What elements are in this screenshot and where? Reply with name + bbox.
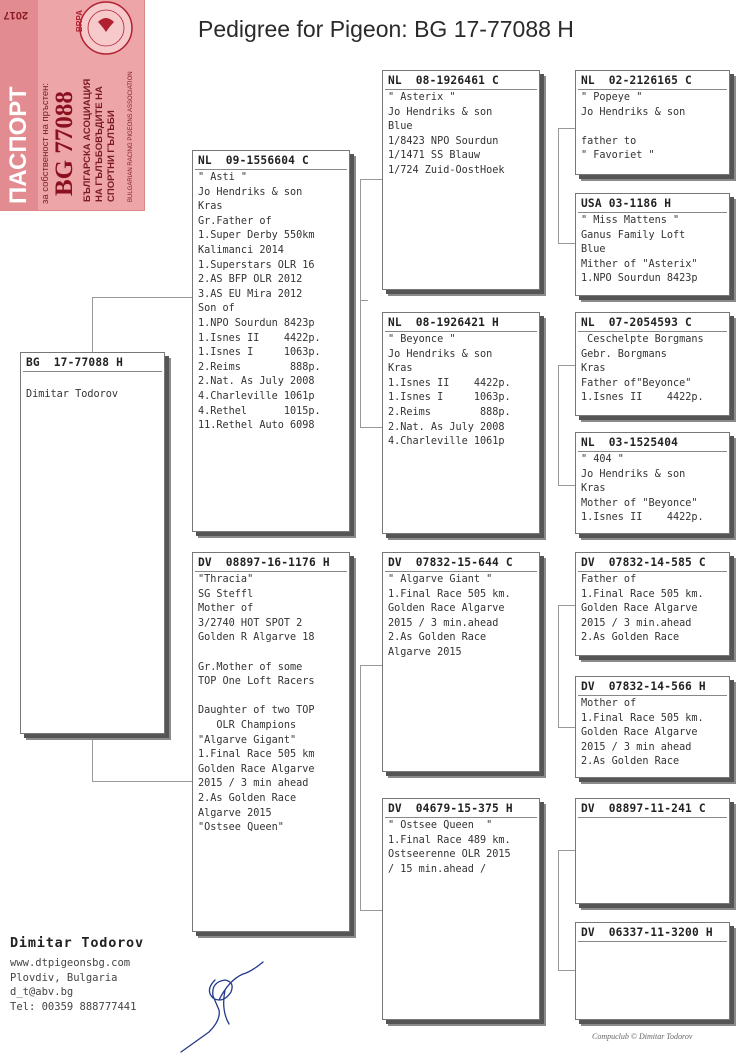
pedigree-detail-line: Blue <box>581 244 606 256</box>
connector-line <box>558 365 575 366</box>
handwritten-signature <box>175 960 265 1055</box>
pedigree-detail-line: Jo Hendriks & son <box>581 106 686 118</box>
pedigree-detail-line: 1.NPO Sourdun 8423p <box>581 273 698 285</box>
pedigree-detail-line: Golden R Algarve 18 <box>198 632 315 644</box>
pedigree-detail-line: " Beyonce " <box>388 334 456 345</box>
pedigree-detail-line: Algarve 2015 <box>198 807 272 819</box>
card-divider <box>578 331 727 332</box>
pedigree-detail-line: 1.Isnes I 1063p. <box>388 392 511 404</box>
pedigree-detail-line: 2.As Golden Race <box>581 756 680 768</box>
pedigree-detail-line: 2015 / 3 min ahead <box>198 778 309 790</box>
pedigree-detail-line: 2.Nat. As July 2008 <box>198 376 315 388</box>
pedigree-detail-line: Mother of <box>198 603 254 615</box>
pedigree-detail-line: Golden Race Algarve <box>198 763 315 775</box>
stamp-association-line-1: БЪЛГАРСКА АСОЦИАЦИЯ <box>82 78 93 202</box>
pedigree-detail-line: 3/2740 HOT SPOT 2 <box>198 617 303 629</box>
pedigree-detail-line: Gr.Mother of some <box>198 661 303 673</box>
pedigree-detail-line: " Ostsee Queen " <box>388 820 493 831</box>
card-divider <box>578 451 727 452</box>
pedigree-ssd-card <box>575 193 730 296</box>
pedigree-detail-line: 2.As Golden Race <box>388 632 487 644</box>
card-divider <box>578 695 727 696</box>
card-divider <box>385 331 537 332</box>
pedigree-detail-line: Mither of "Asterix" <box>581 258 698 270</box>
ring-number: NL 07-2054593 C <box>581 316 692 329</box>
pedigree-detail-line: 1.NPO Sourdun 8423p <box>198 317 315 329</box>
ring-number: NL 03-1525404 <box>581 436 679 449</box>
pedigree-dam-sire-card <box>382 552 540 772</box>
pedigree-dss-card <box>575 552 730 656</box>
pedigree-detail-line: 1.Isnes II 4422p. <box>198 332 321 344</box>
ring-number: DV 08897-11-241 C <box>581 802 706 815</box>
pedigree-detail-line: Kras <box>388 363 413 375</box>
pedigree-detail-line: 4.Charleville 1061p <box>198 390 315 402</box>
pedigree-detail-line: " Miss Mattens " <box>581 215 680 226</box>
connector-line <box>360 179 383 180</box>
pedigree-detail-line: TOP One Loft Racers <box>198 676 315 688</box>
pedigree-detail-line: 1.Final Race 505 km. <box>388 588 511 600</box>
ring-number: DV 04679-15-375 H <box>388 802 513 815</box>
connector-line <box>92 297 93 352</box>
passport-stamp <box>0 0 145 211</box>
connector-line <box>360 427 383 428</box>
breeder-name: Dimitar Todorov <box>10 935 144 951</box>
pedigree-detail-line: Father of <box>581 574 637 585</box>
pedigree-detail-line: 1.Final Race 505 km. <box>581 588 704 600</box>
pedigree-detail-line: 11.Rethel Auto 6098 <box>198 420 315 432</box>
pedigree-detail-line: Kras <box>198 201 223 213</box>
pedigree-ddd-card <box>575 922 730 1020</box>
pedigree-dam-dam-card <box>382 798 540 1020</box>
pedigree-detail-line: Dimitar Todorov <box>26 388 119 400</box>
pedigree-detail-line: 1.Final Race 505 km <box>198 749 315 761</box>
card-divider <box>578 571 727 572</box>
pedigree-sds-card <box>575 312 730 416</box>
pedigree-detail-line: Ganus Family Loft <box>581 229 686 241</box>
pedigree-detail-line: 1/1471 SS Blauw <box>388 150 481 162</box>
pedigree-detail-line <box>26 373 164 388</box>
connector-line <box>558 605 575 606</box>
stamp-year: 2017 <box>3 9 28 21</box>
pedigree-sire-dam-card <box>382 312 540 534</box>
connector-line <box>360 665 361 910</box>
pedigree-detail-line: 1.Isnes II 4422p. <box>581 392 704 404</box>
ring-number: NL 02-2126165 C <box>581 74 692 87</box>
pedigree-detail-line: Golden Race Algarve <box>388 603 505 615</box>
pedigree-detail-line <box>198 690 349 705</box>
ring-number: DV 07832-14-585 C <box>581 556 706 569</box>
pedigree-detail-line: Father of"Beyonce" <box>581 377 692 389</box>
pedigree-detail-line: 1.Super Derby 550km <box>198 230 315 242</box>
stamp-association-english: BULGARIAN RACING PIGEONS ASSOCIATION <box>128 71 134 202</box>
connector-line <box>558 485 575 486</box>
card-divider <box>578 212 727 213</box>
connector-line <box>92 735 93 781</box>
connector-line <box>558 365 559 485</box>
ring-number: BG 17-77088 H <box>26 356 124 369</box>
pedigree-detail-line: " Favoriet " <box>581 150 655 162</box>
pedigree-detail-line: 2.As Golden Race <box>581 632 680 644</box>
connector-line <box>360 300 368 301</box>
pedigree-detail-line: Algarve 2015 <box>388 646 462 658</box>
pedigree-sire-card <box>192 150 350 532</box>
connector-line <box>558 850 575 851</box>
pedigree-detail-line: Golden Race Algarve <box>581 603 698 615</box>
ring-number: USA 03-1186 H <box>581 197 672 210</box>
pedigree-detail-line: Kras <box>581 483 606 495</box>
connector-line <box>558 128 559 243</box>
connector-line <box>558 243 575 244</box>
pedigree-detail-line: " Popeye " <box>581 92 643 103</box>
stamp-association-line-2: НА ГЪЛЪБОВЪДИТЕ НА <box>94 86 105 202</box>
pedigree-detail-line: 1/724 Zuid-OostHoek <box>388 164 505 176</box>
pedigree-detail-line: 1.Isnes I 1063p. <box>198 347 321 359</box>
card-divider <box>578 941 727 942</box>
pedigree-detail-line: Daughter of two TOP <box>198 705 315 717</box>
stamp-logo-text: BRPA <box>75 9 84 32</box>
pedigree-detail-line: 1.Superstars OLR 16 <box>198 259 315 271</box>
pedigree-detail-line: Kalimanci 2014 <box>198 244 284 256</box>
breeder-location: Plovdiv, Bulgaria <box>10 971 118 984</box>
stamp-association-line-3: СПОРТНИ ГЪЛЪБИ <box>106 110 117 202</box>
pedigree-dsd-card <box>575 676 730 778</box>
card-divider <box>195 571 347 572</box>
pedigree-detail-line: "Thracia" <box>198 574 254 585</box>
pedigree-detail-line: / 15 min.ahead / <box>388 863 487 875</box>
connector-line <box>360 910 383 911</box>
passport-stamp-graphic <box>0 0 144 210</box>
ring-number: NL 09-1556604 C <box>198 154 309 167</box>
pedigree-detail-line: Jo Hendriks & son <box>388 106 493 118</box>
pedigree-sdd-card <box>575 432 730 534</box>
pedigree-detail-line <box>198 646 349 661</box>
ring-number: DV 06337-11-3200 H <box>581 926 713 939</box>
pedigree-detail-line: 2015 / 3 min ahead <box>581 741 692 753</box>
pedigree-detail-line: 2.AS BFP OLR 2012 <box>198 274 303 286</box>
pedigree-detail-line: Mother of <box>581 698 637 709</box>
breeder-website: www.dtpigeonsbg.com <box>10 957 131 969</box>
pedigree-detail-line: 2.Nat. As July 2008 <box>388 421 505 433</box>
pedigree-detail-line: "Algarve Gigant" <box>198 734 297 746</box>
pedigree-detail-line: OLR Champions <box>198 719 297 731</box>
ring-number: NL 08-1926421 H <box>388 316 499 329</box>
pedigree-detail-line: 3.AS EU Mira 2012 <box>198 288 303 300</box>
connector-line <box>558 850 559 970</box>
pedigree-detail-line: 1.Isnes II 4422p. <box>388 377 511 389</box>
breeder-email: d_t@abv.bg <box>10 986 74 998</box>
pedigree-detail-line: Jo Hendriks & son <box>581 468 686 480</box>
pedigree-detail-line: Kras <box>581 363 606 375</box>
pedigree-detail-line: " Asti " <box>198 172 248 183</box>
pedigree-detail-line: father to <box>581 135 637 147</box>
connector-line <box>360 665 383 666</box>
card-divider <box>385 571 537 572</box>
pedigree-detail-line: Mother of "Beyonce" <box>581 497 698 509</box>
ring-number: DV 07832-15-644 C <box>388 556 513 569</box>
breeder-phone: Tel: 00359 888777441 <box>10 1000 137 1013</box>
pedigree-dds-card <box>575 798 730 904</box>
pedigree-detail-line: "Ostsee Queen" <box>198 822 284 834</box>
pedigree-detail-line: " Asterix " <box>388 92 456 103</box>
connector-line <box>558 128 575 129</box>
pedigree-detail-line: Gebr. Borgmans <box>581 348 667 360</box>
ring-number: DV 08897-16-1176 H <box>198 556 330 569</box>
pedigree-detail-line: 1.Final Race 505 km. <box>581 712 704 724</box>
ring-number: NL 08-1926461 C <box>388 74 499 87</box>
pedigree-subject-card <box>20 352 165 734</box>
card-divider <box>195 169 347 170</box>
connector-line <box>360 179 361 427</box>
pedigree-detail-line: 4.Charleville 1061p <box>388 436 505 448</box>
stamp-ring-number: BG 77088 <box>51 91 78 196</box>
pedigree-detail-line: Ceschelpte Borgmans <box>581 334 704 345</box>
card-divider <box>578 89 727 90</box>
stamp-passport-text: ПАСПОРТ <box>5 86 32 204</box>
pedigree-detail-line: Blue <box>388 121 413 133</box>
pedigree-detail-line: Son of <box>198 303 235 315</box>
pedigree-detail-line: 1.Isnes II 4422p. <box>581 512 704 524</box>
pedigree-detail-line: 2.Reims 888p. <box>198 361 321 373</box>
pedigree-detail-line: 2.As Golden Race <box>198 792 297 804</box>
pedigree-detail-line: Jo Hendriks & son <box>388 348 493 360</box>
card-divider <box>23 371 162 372</box>
pedigree-detail-line: 2.Reims 888p. <box>388 406 511 418</box>
pedigree-detail-line: 1.Final Race 489 km. <box>388 834 511 846</box>
card-divider <box>578 817 727 818</box>
pedigree-detail-line: Gr.Father of <box>198 215 272 227</box>
connector-line <box>558 605 559 727</box>
page-title: Pedigree for Pigeon: BG 17-77088 H <box>198 16 574 42</box>
connector-line <box>558 970 575 971</box>
copyright-note: Compuclub © Dimitar Todorov <box>592 1032 693 1041</box>
pedigree-detail-line: 1/8423 NPO Sourdun <box>388 135 499 147</box>
pedigree-detail-line: 2015 / 3 min.ahead <box>581 617 692 629</box>
pedigree-sss-card <box>575 70 730 175</box>
pedigree-detail-line: Ostseerenne OLR 2015 <box>388 849 511 861</box>
ring-number: DV 07832-14-566 H <box>581 680 706 693</box>
pedigree-detail-line <box>581 120 729 135</box>
pedigree-detail-line: 4.Rethel 1015p. <box>198 405 321 417</box>
pedigree-detail-line: 2015 / 3 min.ahead <box>388 617 499 629</box>
pedigree-detail-line: Jo Hendriks & son <box>198 186 303 198</box>
pedigree-sire-sire-card <box>382 70 540 290</box>
breeder-contact <box>10 935 144 1014</box>
connector-line <box>558 727 575 728</box>
pedigree-detail-line: Golden Race Algarve <box>581 727 698 739</box>
pedigree-detail-line: " Algarve Giant " <box>388 574 493 585</box>
pedigree-dam-card <box>192 552 350 932</box>
connector-line <box>92 297 193 298</box>
pedigree-detail-line: " 404 " <box>581 454 624 465</box>
pedigree-detail-line: SG Steffl <box>198 588 254 600</box>
connector-line <box>92 781 193 782</box>
card-divider <box>385 817 537 818</box>
stamp-ownership: за собственост на пръстен: <box>40 82 51 204</box>
card-divider <box>385 89 537 90</box>
